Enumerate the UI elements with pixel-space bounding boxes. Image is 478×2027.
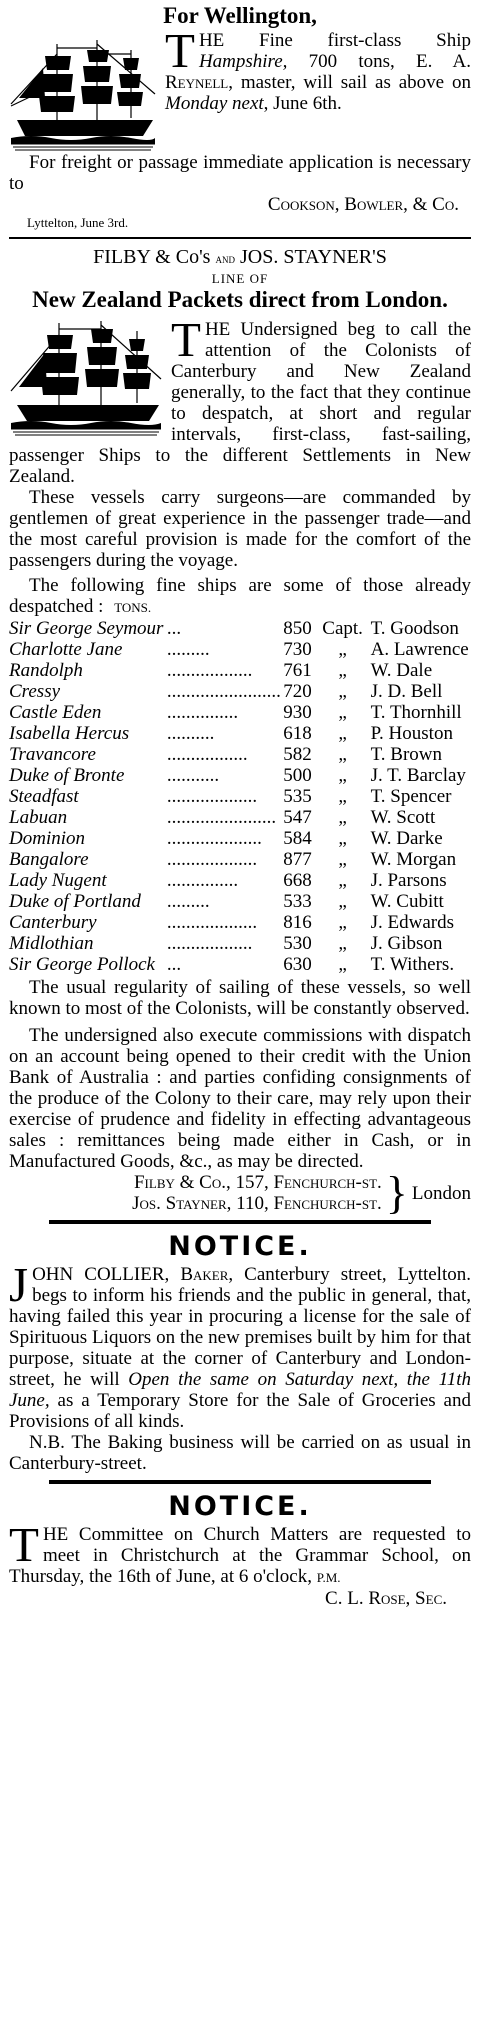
ship-row xyxy=(9,618,471,639)
notice-heading: NOTICE. xyxy=(168,1231,312,1262)
packets-para3: The following fine ships are some of those already despatched : TONS. xyxy=(9,575,471,617)
ship-tons: 816 xyxy=(283,912,312,933)
ship-row xyxy=(9,702,471,723)
captain-label: „ xyxy=(338,891,347,912)
ship-name: Canterbury xyxy=(9,912,97,933)
leader-dots: .................. xyxy=(166,660,253,681)
dropcap: T xyxy=(165,23,195,78)
captain-label: „ xyxy=(338,744,347,765)
ship-row xyxy=(9,870,471,891)
ship-tons: 730 xyxy=(283,639,312,660)
ship-name: Sir George Pollock xyxy=(9,954,155,975)
ship-row xyxy=(9,891,471,912)
ship-name: Isabella Hercus xyxy=(9,723,130,744)
sailing-ship-icon xyxy=(9,34,157,152)
ship-tons: 668 xyxy=(283,870,312,891)
ship-master: W. Cubitt xyxy=(370,891,444,912)
dropcap: J xyxy=(9,1257,29,1312)
ship-master: J. D. Bell xyxy=(370,681,443,702)
ship-row xyxy=(9,849,471,870)
ship-name: Duke of Portland xyxy=(9,891,141,912)
captain-label: „ xyxy=(338,639,347,660)
ship-tons: 761 xyxy=(283,660,312,681)
packets-intro: THE Undersigned beg to call the attention of the Colonists of Canterbury and New Zealand generally, to the fact that they continue to despatch, at short and regular intervals, first-class, fast-sailing, passenger Ships to the different Settlements in New Zealand. xyxy=(9,312,471,487)
ship-name: Duke of Bronte xyxy=(9,765,125,786)
captain-label: „ xyxy=(338,828,347,849)
leader-dots: ................... xyxy=(166,912,258,933)
collier-body: JOHN COLLIER, Baker, Canterbury street, Lyttelton. begs to inform his friends and the public in general, that, having failed this year in procuring a license for the sale of Spirituous Liquors on the new premises built by him for that purpose, situate at the corner of Canterbury and London-street, he will Open the same on Saturday next, the 11th June, as a Temporary Store for the Sale of Groceries and Provisions of all kinds. xyxy=(9,1257,471,1432)
ship-name: Midlothian xyxy=(9,933,94,954)
dropcap: T xyxy=(171,312,201,367)
leader-dots: ........................ xyxy=(166,681,281,702)
ship-master: T. Spencer xyxy=(370,786,452,807)
ship-tons: 535 xyxy=(283,786,312,807)
ship-name: Labuan xyxy=(9,807,68,828)
captain-label: „ xyxy=(338,786,347,807)
ship-master: J. Edwards xyxy=(370,912,454,933)
ship-master: T. Goodson xyxy=(370,618,459,639)
captain-label: „ xyxy=(338,849,347,870)
ship-master: A. Lawrence xyxy=(370,639,469,660)
ships-table xyxy=(9,618,471,975)
place-date: Lyttelton, June 3rd. xyxy=(27,215,129,230)
leader-dots: ......... xyxy=(166,639,210,660)
agents: Cookson, Bowler, & Co. xyxy=(267,194,459,215)
ship-tons: 720 xyxy=(283,681,312,702)
ship-master: T. Withers. xyxy=(370,954,455,975)
ship-tons: 584 xyxy=(283,828,312,849)
ship-master: T. Brown xyxy=(370,744,443,765)
ship-row xyxy=(9,723,471,744)
dropcap: T xyxy=(9,1517,39,1572)
master-name: Reynell xyxy=(165,72,229,93)
leader-dots: ....................... xyxy=(166,807,277,828)
ship-master: T. Thornhill xyxy=(370,702,462,723)
captain-label: „ xyxy=(338,807,347,828)
ship-master: J. T. Barclay xyxy=(370,765,466,786)
ship-row xyxy=(9,786,471,807)
packets-signature: Filby & Co., 157, Fenchurch-st. Jos. Stayner, 110, Fenchurch-st. } London xyxy=(132,1167,471,1218)
collier-notice xyxy=(9,1232,471,1474)
church-signature: C. L. Rose, Sec. xyxy=(325,1588,447,1609)
ship-name: Cressy xyxy=(9,681,61,702)
ship-tons: 582 xyxy=(283,744,312,765)
captain-label: „ xyxy=(338,870,347,891)
leader-dots: ........... xyxy=(166,765,220,786)
ship-row xyxy=(9,828,471,849)
ship-tons: 533 xyxy=(283,891,312,912)
ship-name: Hampshire, xyxy=(198,51,288,72)
agents-heading: FILBY & Co's and JOS. STAYNER'S xyxy=(93,246,387,268)
ship-name: Bangalore xyxy=(9,849,89,870)
sailing-ship-icon xyxy=(9,317,163,437)
captain-label: „ xyxy=(338,954,347,975)
ship-name: Sir George Seymour xyxy=(9,618,164,639)
ship-row xyxy=(9,912,471,933)
leader-dots: .......... xyxy=(166,723,215,744)
ship-tons: 630 xyxy=(283,954,312,975)
ship-master: P. Houston xyxy=(370,723,453,744)
ship-name: Randolph xyxy=(9,660,83,681)
wellington-ad xyxy=(9,2,471,231)
freight-text: For freight or passage immediate application is necessary to xyxy=(9,152,471,194)
brace-icon: } xyxy=(385,1167,408,1218)
packets-para5: The undersigned also execute commissions with dispatch on an account being opened to their credit with the Union Bank of Australia : and parties confiding consignments of the produce of the Colony to their care, may rely upon their exercise of prudence and fidelity in effecting advantageous sales : remittances being made either in Cash, or in Manufactured Goods, &c., as may be directed. xyxy=(9,1025,471,1172)
leader-dots: ................... xyxy=(166,849,258,870)
captain-label: „ xyxy=(338,681,347,702)
ship-tons: 547 xyxy=(283,807,312,828)
ship-row xyxy=(9,765,471,786)
captain-label: „ xyxy=(338,765,347,786)
wellington-heading: For Wellington, xyxy=(163,3,317,28)
divider xyxy=(49,1220,431,1224)
leader-dots: ... xyxy=(166,618,182,639)
leader-dots: ......... xyxy=(166,891,210,912)
captain-label: „ xyxy=(338,660,347,681)
ship-name: Charlotte Jane xyxy=(9,639,123,660)
captain-label: „ xyxy=(338,933,347,954)
wellington-body: THE Fine first-class Ship Hampshire, 700 tons, E. A. Reynell, master, will sail as above on Monday next, June 6th. xyxy=(165,23,472,114)
ship-tons: 530 xyxy=(283,933,312,954)
line-of-label: LINE OF xyxy=(211,271,269,286)
ship-tons: 500 xyxy=(283,765,312,786)
collier-nb: N.B. The Baking business will be carried on as usual in Canterbury-street. xyxy=(9,1432,471,1474)
ship-tons: 850 xyxy=(283,618,312,639)
ship-row xyxy=(9,639,471,660)
leader-dots: ............... xyxy=(166,870,239,891)
ship-row xyxy=(9,933,471,954)
church-notice xyxy=(9,1492,471,1609)
packets-title: New Zealand Packets direct from London. xyxy=(32,287,448,312)
ship-name: Travancore xyxy=(9,744,96,765)
ship-name: Lady Nugent xyxy=(9,870,107,891)
ship-master: W. Morgan xyxy=(370,849,457,870)
ship-master: J. Gibson xyxy=(370,933,443,954)
ship-name: Castle Eden xyxy=(9,702,102,723)
leader-dots: ................... xyxy=(166,786,258,807)
ship-name: Steadfast xyxy=(9,786,79,807)
leader-dots: .................... xyxy=(166,828,262,849)
packets-ad xyxy=(9,245,471,1218)
divider xyxy=(49,1480,431,1484)
newspaper-column xyxy=(9,2,471,1609)
ship-master: W. Darke xyxy=(370,828,443,849)
ship-row xyxy=(9,744,471,765)
ship-master: W. Dale xyxy=(370,660,433,681)
captain-label: „ xyxy=(338,723,347,744)
ship-tons: 877 xyxy=(283,849,312,870)
ship-tons: 618 xyxy=(283,723,312,744)
packets-para4: The usual regularity of sailing of these vessels, so well known to most of the Colonists, will be constantly observed. xyxy=(9,977,471,1019)
captain-label: „ xyxy=(338,912,347,933)
church-body: THE Committee on Church Matters are requested to meet in Christchurch at the Grammar School, on Thursday, the 16th of June, at 6 o'clock, P.M. xyxy=(9,1517,471,1587)
ship-row xyxy=(9,681,471,702)
packets-para2: These vessels carry surgeons—are commanded by gentlemen of great experience in the passenger trade—and the most careful provision is made for the comfort of the passengers during the voyage. xyxy=(9,487,471,571)
notice-heading: NOTICE. xyxy=(168,1491,312,1522)
leader-dots: ... xyxy=(166,954,182,975)
leader-dots: ................. xyxy=(166,744,248,765)
leader-dots: .................. xyxy=(166,933,253,954)
ship-row xyxy=(9,660,471,681)
ship-row xyxy=(9,954,471,975)
ship-master: W. Scott xyxy=(370,807,436,828)
ship-tons: 930 xyxy=(283,702,312,723)
captain-label: Capt. xyxy=(322,618,363,639)
ship-name: Dominion xyxy=(9,828,85,849)
divider xyxy=(9,237,471,239)
ship-row xyxy=(9,807,471,828)
leader-dots: ............... xyxy=(166,702,239,723)
captain-label: „ xyxy=(338,702,347,723)
tons-label: TONS. xyxy=(114,600,152,615)
ship-master: J. Parsons xyxy=(370,870,447,891)
